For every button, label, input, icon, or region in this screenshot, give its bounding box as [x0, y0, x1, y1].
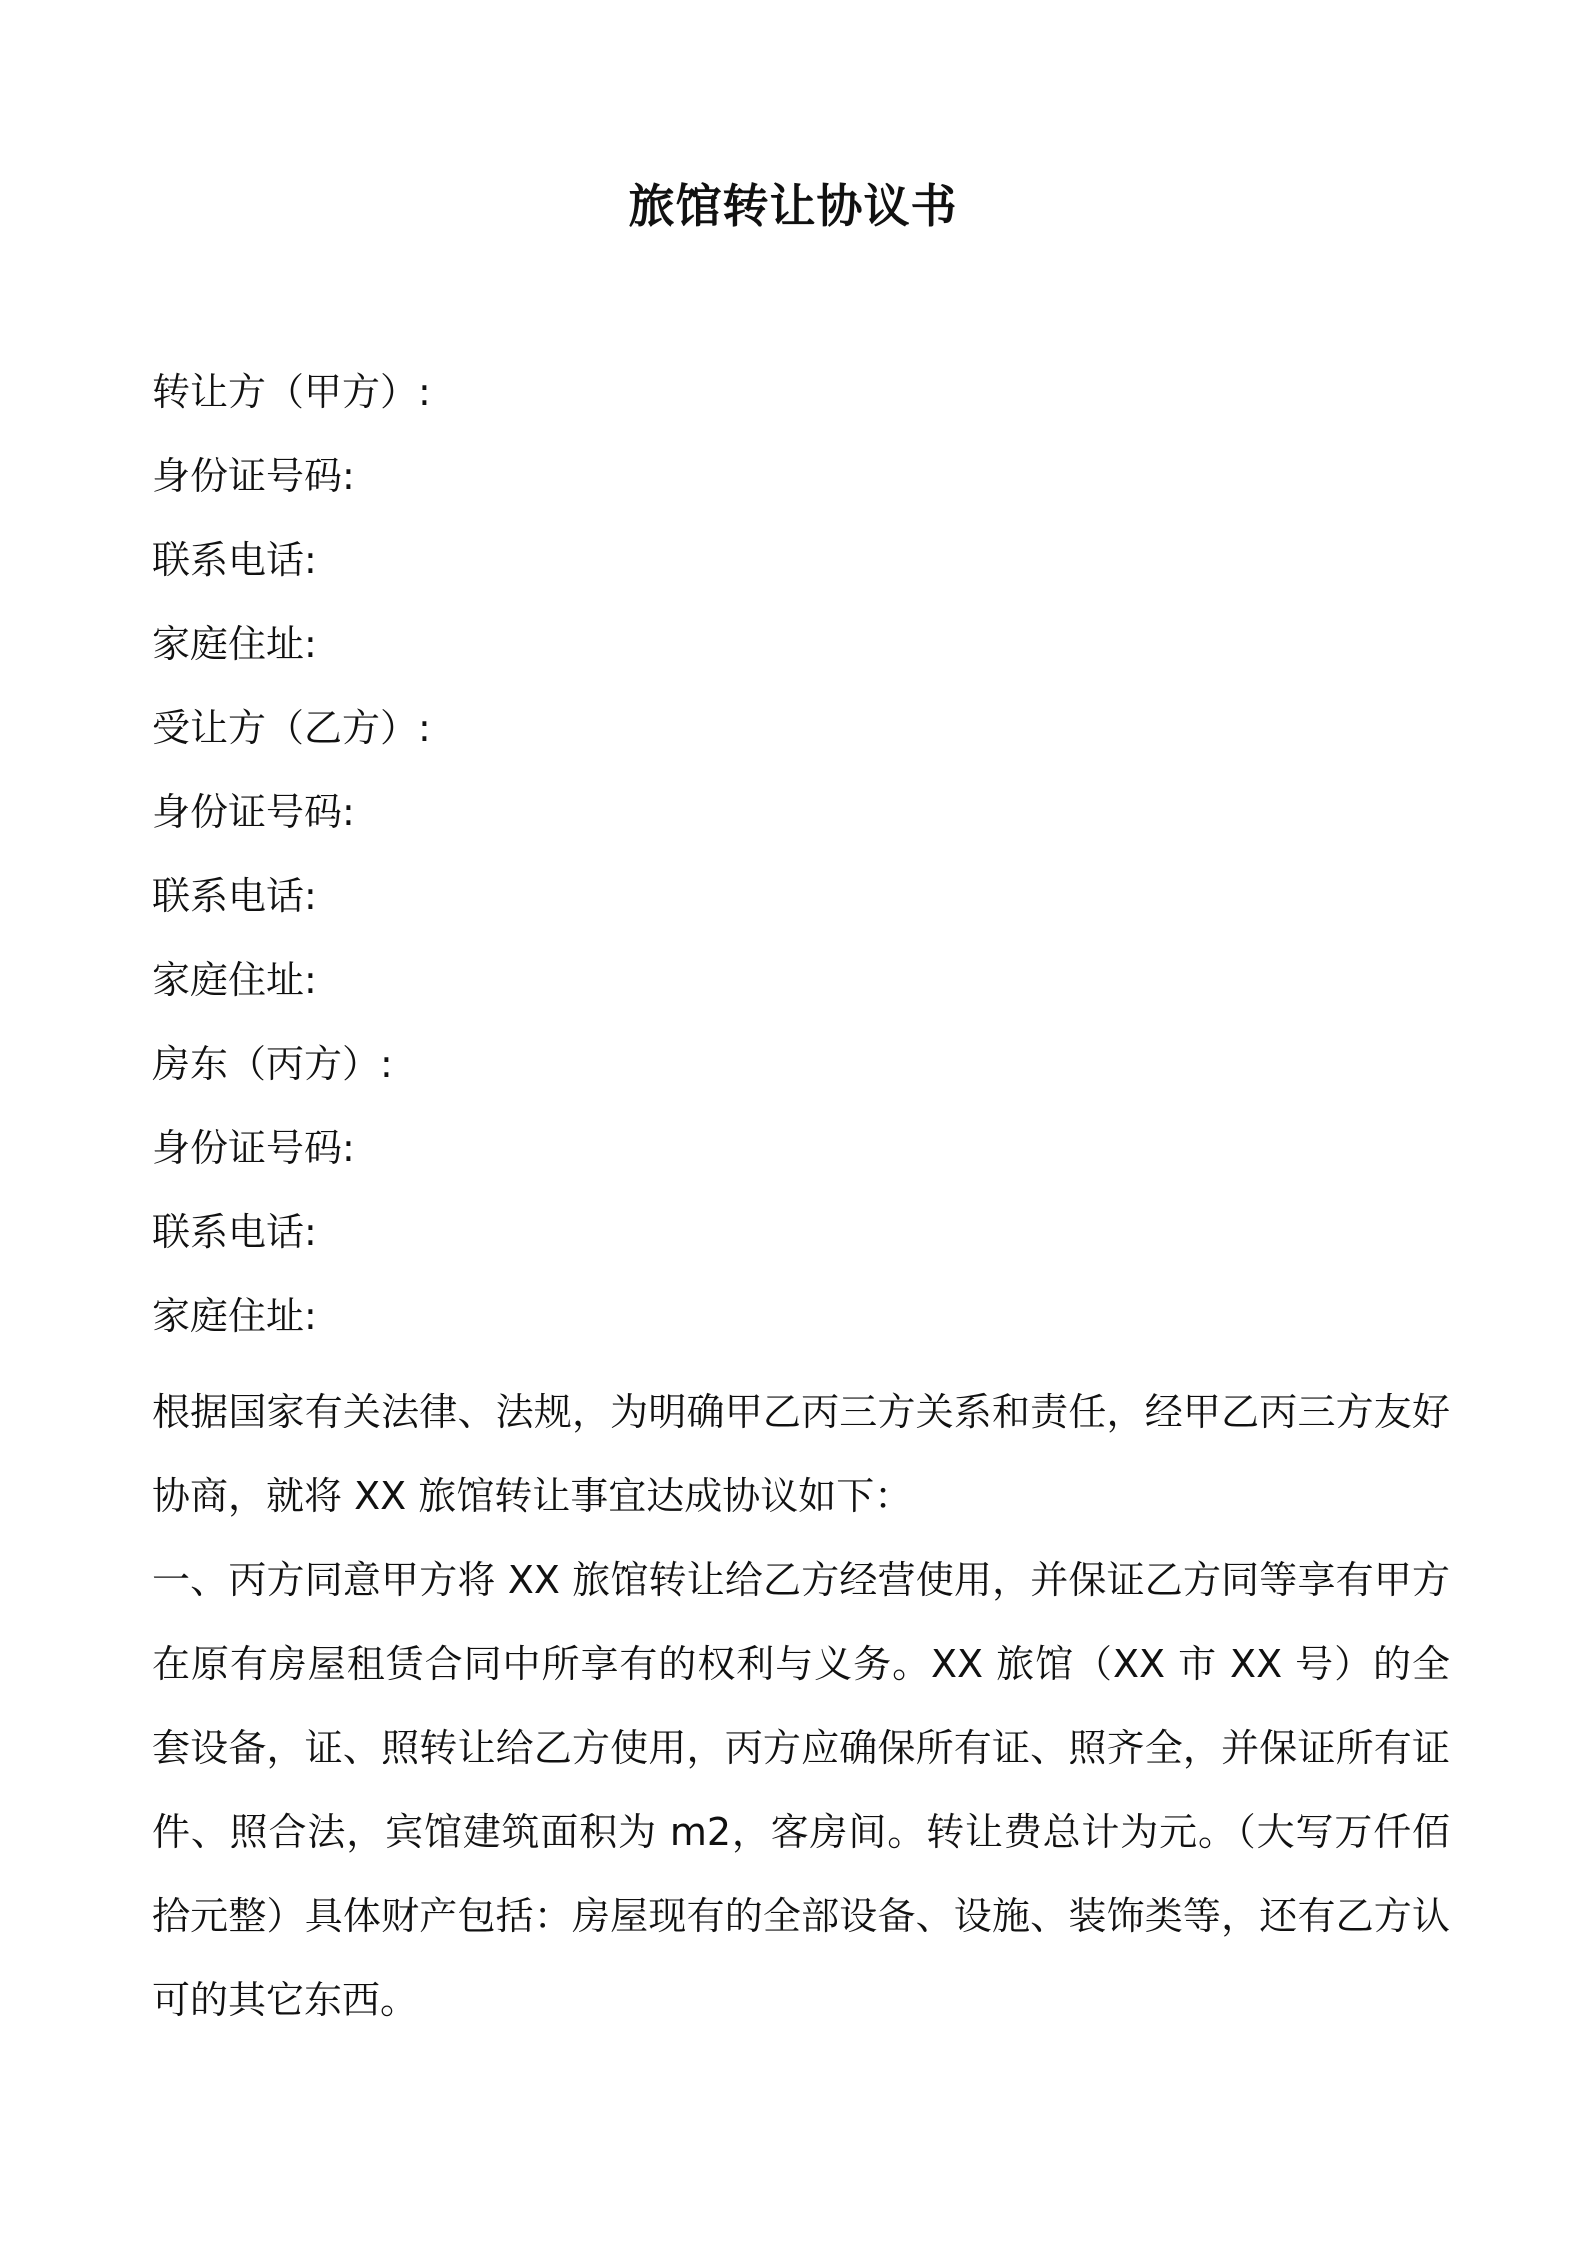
party-info-list: [152, 362, 1452, 1370]
party-b-id-number: 身份证号码:: [152, 790, 355, 834]
party-c-label: 房东（丙方）:: [152, 1042, 393, 1086]
agreement-body: [152, 1370, 1450, 2042]
party-b-address: 家庭住址:: [152, 958, 317, 1002]
party-a-label: 转让方（甲方）:: [152, 370, 431, 414]
document-title: 旅馆转让协议书: [628, 179, 958, 233]
party-b-label: 受让方（乙方）:: [152, 706, 431, 750]
clause-1-paragraph: 一、丙方同意甲方将 XX 旅馆转让给乙方经营使用，并保证乙方同等享有甲方在原有房屋租赁合同中所享有的权利与义务。XX 旅馆（XX 市 XX 号）的全套设备，证、照转让给乙方使用，丙方应确保所有证、照齐全，并保证所有证件、照合法，宾馆建筑面积为 m2，客房间。转让费总计为元。（大写万仟佰拾元整）具体财产包括：房屋现有的全部设备、设施、装饰类等，还有乙方认可的其它东西。: [152, 1558, 1450, 2022]
preamble-paragraph: 根据国家有关法律、法规，为明确甲乙丙三方关系和责任，经甲乙丙三方友好协商，就将 XX 旅馆转让事宜达成协议如下：: [152, 1390, 1450, 1518]
party-b-phone: 联系电话:: [152, 874, 317, 918]
party-c-id-number: 身份证号码:: [152, 1126, 355, 1170]
party-c-address: 家庭住址:: [152, 1294, 317, 1338]
party-a-phone: 联系电话:: [152, 538, 317, 582]
party-c-phone: 联系电话:: [152, 1210, 317, 1254]
party-a-address: 家庭住址:: [152, 622, 317, 666]
party-a-id-number: 身份证号码:: [152, 454, 355, 498]
